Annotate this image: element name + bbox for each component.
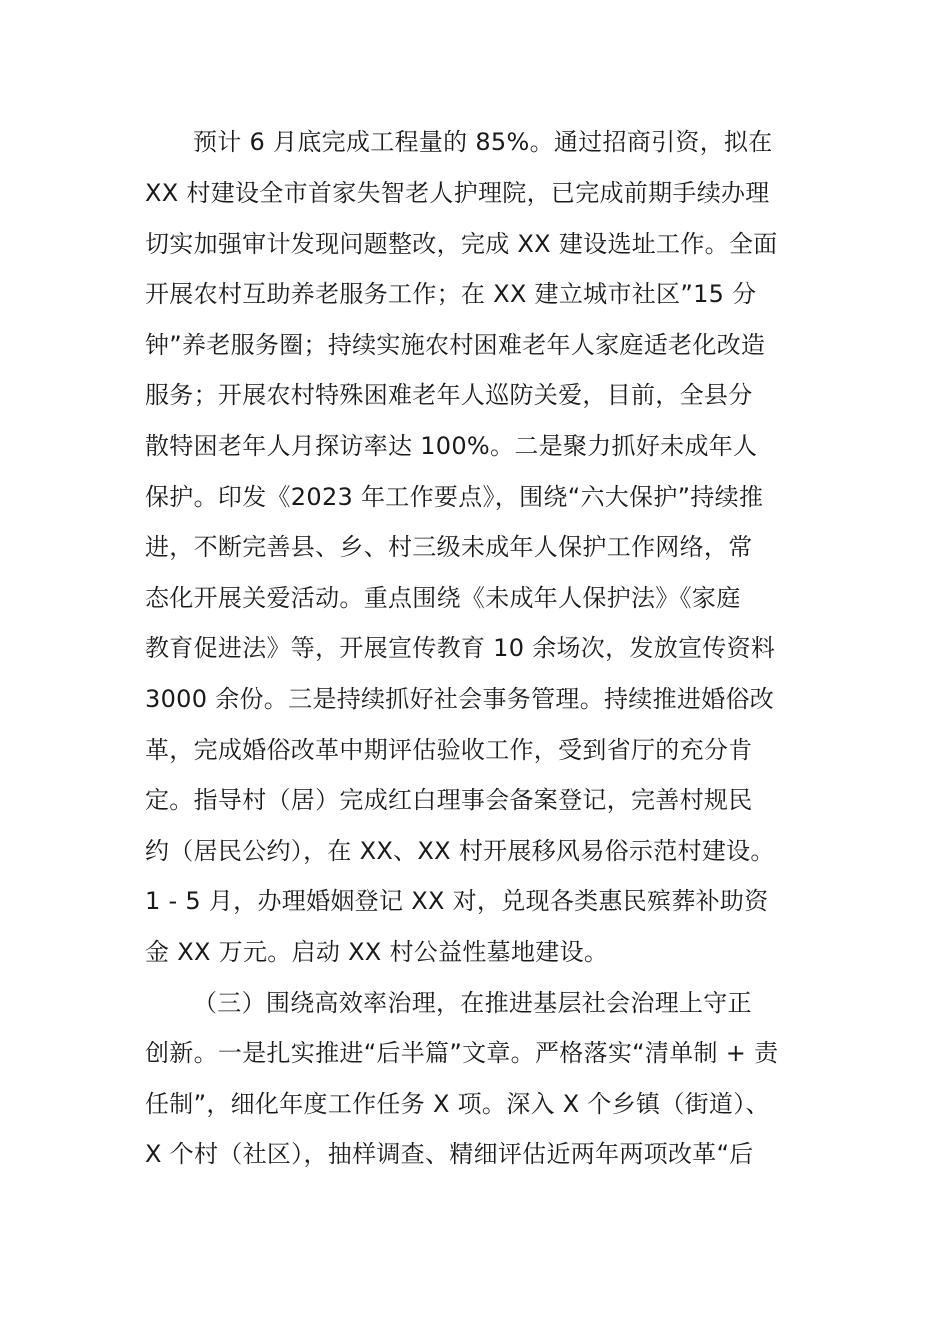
paragraph-line: 创新。一是扎实推进“后半篇”文章。严格落实“清单制 + 责 <box>145 1039 779 1067</box>
paragraph-line: XX 村建设全市首家失智老人护理院，已完成前期手续办理 <box>145 179 770 207</box>
paragraph-line: 保护。印发《2023 年工作要点》，围绕“六大保护”持续推 <box>145 483 764 511</box>
paragraph-line: X 个村（社区），抽样调查、精细评估近两年两项改革“后 <box>145 1140 754 1168</box>
paragraph-line: 3000 余份。三是持续抓好社会事务管理。持续推进婚俗改 <box>145 685 775 713</box>
paragraph-line: 任制”，细化年度工作任务 X 项。深入 X 个乡镇（街道）、 <box>145 1090 770 1118</box>
paragraph-line: 散特困老年人月探访率达 100%。二是聚力抓好未成年人 <box>145 432 758 460</box>
paragraph-line: 金 XX 万元。启动 XX 村公益性墓地建设。 <box>145 938 609 966</box>
paragraph-line: （三）围绕高效率治理，在推进基层社会治理上守正 <box>193 989 752 1017</box>
paragraph-line: 定。指导村（居）完成红白理事会备案登记，完善村规民 <box>145 786 753 814</box>
paragraph-line: 切实加强审计发现问题整改，完成 XX 建设选址工作。全面 <box>145 230 778 258</box>
paragraph-line: 开展农村互助养老服务工作；在 XX 建立城市社区”15 分 <box>145 280 757 308</box>
paragraph-line: 革，完成婚俗改革中期评估验收工作，受到省厅的充分肯 <box>145 736 753 764</box>
paragraph-line: 预计 6 月底完成工程量的 85%。通过招商引资，拟在 <box>193 128 773 156</box>
paragraph-line: 约（居民公约），在 XX、XX 村开展移风易俗示范村建设。 <box>145 837 775 865</box>
paragraph-line: 进，不断完善县、乡、村三级未成年人保护工作网络，常 <box>145 533 753 561</box>
paragraph-line: 服务；开展农村特殊困难老年人巡防关爱，目前，全县分 <box>145 381 753 409</box>
paragraph-line: 1 - 5 月，办理婚姻登记 XX 对，兑现各类惠民殡葬补助资 <box>145 887 769 915</box>
paragraph-line: 态化开展关爱活动。重点围绕《未成年人保护法》《家庭 <box>145 584 741 612</box>
paragraph-line: 钟”养老服务圈；持续实施农村困难老年人家庭适老化改造 <box>145 331 766 359</box>
paragraph-line: 教育促进法》等，开展宣传教育 10 余场次，发放宣传资料 <box>145 634 776 662</box>
